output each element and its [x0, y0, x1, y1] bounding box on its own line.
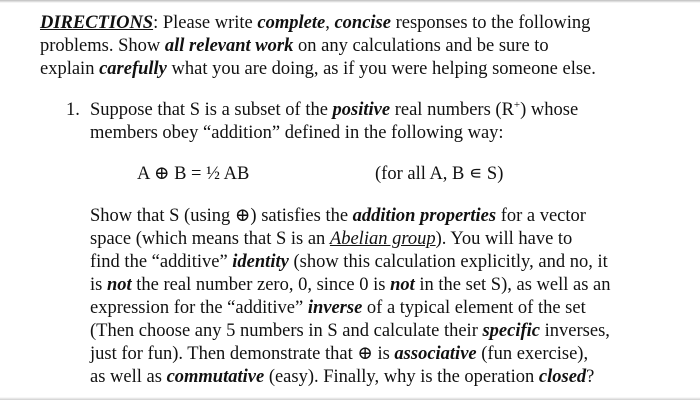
top-edge-shadow	[0, 0, 700, 3]
problem-line-1: Suppose that S is a subset of the positive real numbers (R+) whose	[90, 98, 579, 120]
problem-number: 1.	[66, 100, 80, 120]
directions-line-3: explain carefully what you are doing, as if you were helping someone else.	[40, 59, 596, 79]
abelian-group-term: Abelian group	[329, 229, 436, 249]
paragraph-line-4: is not the real number zero, 0, since 0 is not in the set S), as well as an	[90, 275, 611, 295]
paragraph-line-6: (Then choose any 5 numbers in S and calculate their specific inverses,	[90, 321, 610, 341]
directions-line-1: DIRECTIONS: Please write complete, concise responses to the following	[40, 13, 591, 33]
paragraph-line-8: as well as commutative (easy). Finally, why is the operation closed?	[90, 367, 595, 387]
paragraph-line-7: just for fun). Then demonstrate that ⊕ is associative (fun exercise),	[90, 344, 589, 364]
directions-label: DIRECTIONS	[40, 13, 154, 33]
formula: A ⊕ B = ½ AB	[137, 164, 250, 184]
paragraph-line-1: Show that S (using ⊕) satisfies the addition properties for a vector	[90, 206, 586, 226]
paragraph-line-5: expression for the “additive” inverse of a typical element of the set	[90, 298, 586, 318]
problem-line-2: members obey “addition” defined in the following way:	[90, 123, 504, 143]
paragraph-line-3: find the “additive” identity (show this calculation explicitly, and no, it	[90, 252, 608, 272]
formula-condition: (for all A, B ∊ S)	[375, 164, 504, 184]
superscript-plus: +	[513, 98, 521, 111]
paragraph-line-2: space (which means that S is an Abelian group). You will have to	[90, 229, 573, 249]
directions-line-2: problems. Show all relevant work on any calculations and be sure to	[40, 36, 549, 56]
